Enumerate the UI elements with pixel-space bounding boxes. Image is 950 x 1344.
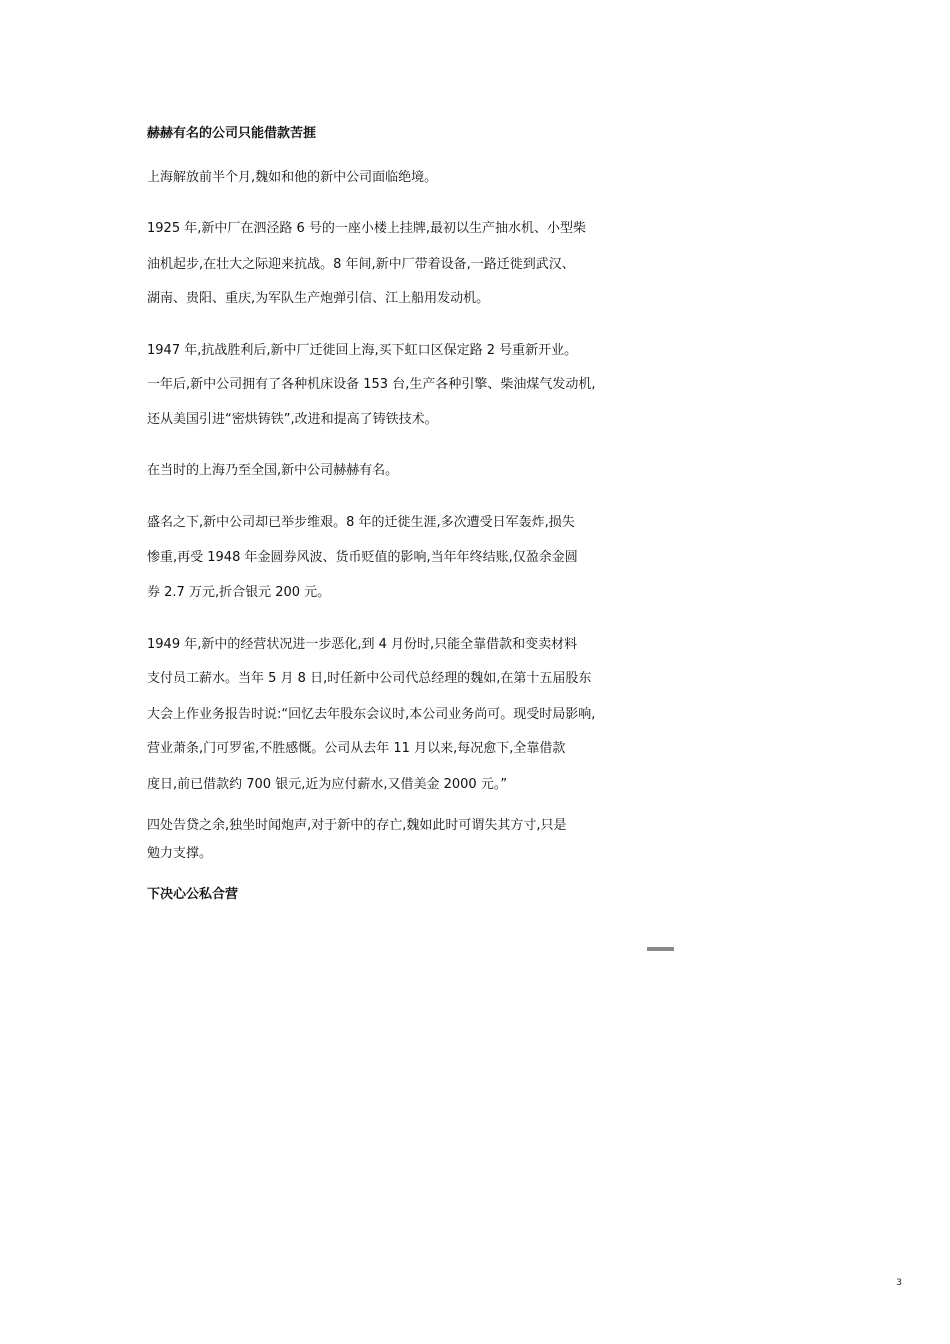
section-heading: 下决心公私合营 — [147, 887, 239, 902]
paragraph-line: 在当时的上海乃至全国,新中公司赫赫有名。 — [147, 463, 399, 478]
paragraph-line: 支付员工薪水。当年 5 月 8 日,时任新中公司代总经理的魏如,在第十五届股东 — [147, 671, 592, 686]
paragraph-line: 湖南、贵阳、重庆,为军队生产炮弹引信、江上船用发动机。 — [147, 291, 490, 306]
paragraph-line: 盛名之下,新中公司却已举步维艰。8 年的迁徙生涯,多次遭受日军轰炸,损失 — [147, 515, 575, 530]
paragraph-line: 营业萧条,门可罗雀,不胜感慨。公司从去年 11 月以来,每况愈下,全靠借款 — [147, 741, 566, 756]
decorative-divider — [647, 947, 674, 951]
paragraph-line: 1949 年,新中的经营状况进一步恶化,到 4 月份时,只能全靠借款和变卖材料 — [147, 637, 578, 652]
paragraph-line: 1925 年,新中厂在泗泾路 6 号的一座小楼上挂牌,最初以生产抽水机、小型柴 — [147, 221, 587, 236]
page-number: 3 — [896, 1278, 902, 1288]
paragraph-line: 还从美国引进“密烘铸铁”,改进和提高了铸铁技术。 — [147, 412, 438, 427]
paragraph-line: 上海解放前半个月,魏如和他的新中公司面临绝境。 — [147, 170, 438, 185]
paragraph-line: 油机起步,在壮大之际迎来抗战。8 年间,新中厂带着设备,一路迁徙到武汉、 — [147, 257, 575, 272]
section-heading: 赫赫有名的公司只能借款苦捱 — [147, 126, 317, 141]
paragraph-line: 勉力支撑。 — [147, 846, 213, 861]
paragraph-line: 度日,前已借款约 700 银元,近为应付薪水,又借美金 2000 元。” — [147, 777, 508, 792]
paragraph-line: 一年后,新中公司拥有了各种机床设备 153 台,生产各种引擎、柴油煤气发动机, — [147, 377, 596, 392]
paragraph-line: 四处告贷之余,独坐时闻炮声,对于新中的存亡,魏如此时可谓失其方寸,只是 — [147, 818, 567, 833]
paragraph-line: 大会上作业务报告时说:“回忆去年股东会议时,本公司业务尚可。现受时局影响, — [147, 707, 596, 722]
paragraph-line: 1947 年,抗战胜利后,新中厂迁徙回上海,买下虹口区保定路 2 号重新开业。 — [147, 343, 578, 358]
paragraph-line: 惨重,再受 1948 年金圆券风波、货币贬值的影响,当年年终结账,仅盈余金圆 — [147, 550, 578, 565]
paragraph-line: 券 2.7 万元,折合银元 200 元。 — [147, 585, 331, 600]
